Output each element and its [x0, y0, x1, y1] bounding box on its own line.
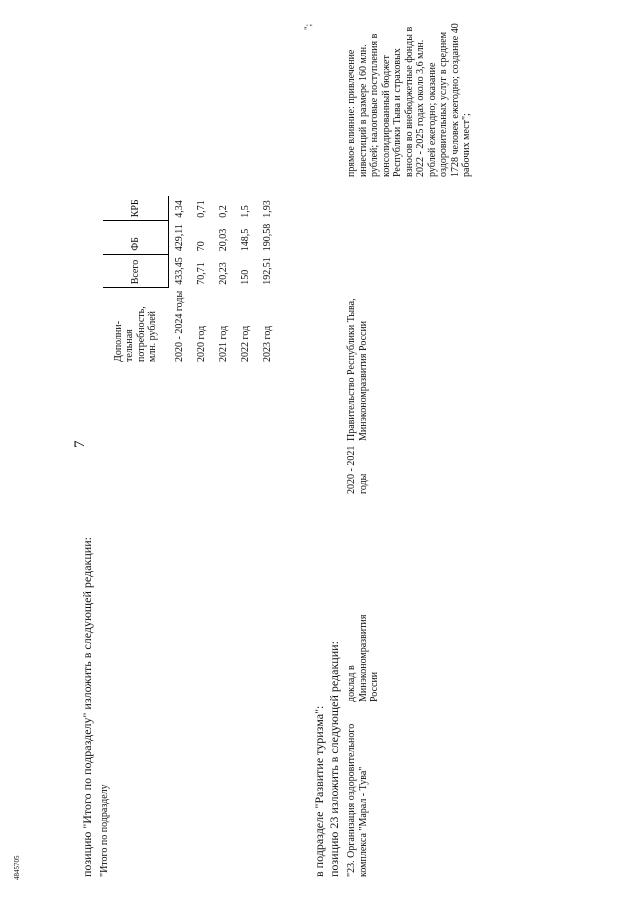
position-23-intro: позицию 23 изложить в следующей редакции:	[327, 641, 341, 877]
table-row	[213, 196, 235, 365]
row-fb: 20,03	[218, 228, 230, 252]
row-fb: 190,58	[262, 223, 274, 252]
summary-table-header-row	[103, 196, 169, 365]
row-total: 70,71	[196, 262, 208, 285]
row-period: 2023 год	[262, 325, 274, 362]
row-period: 2020 год	[196, 325, 208, 362]
row-total: 192,51	[262, 257, 274, 285]
header-fb: ФБ	[103, 221, 169, 255]
row-period: 2022 год	[240, 325, 252, 362]
itogo-intro-text: позицию "Итого по подразделу" изложить в следующей редакции:	[80, 537, 94, 877]
row-fb: 429,11	[174, 224, 186, 252]
summary-table	[103, 196, 279, 365]
position-document: доклад в Минэкономразвития России	[346, 614, 380, 702]
header-additional-need: Дополни-тельная потребность, млн. рублей	[103, 288, 169, 365]
document-id: 4845705	[13, 855, 21, 880]
row-krb: 1,93	[262, 200, 274, 218]
tourism-section-title: в подразделе "Развитие туризма":	[312, 705, 326, 877]
rotated-page-content	[82, 17, 582, 877]
header-total: Всего	[103, 254, 169, 288]
row-krb: 0,2	[218, 205, 230, 218]
row-period: 2020 - 2024 годы	[174, 290, 185, 362]
row-total: 433,45	[174, 257, 186, 285]
row-krb: 0,71	[196, 200, 208, 218]
row-fb: 148,5	[240, 228, 252, 252]
position-effect: прямое влияние: привлечение инвестиций в размере 160 млн. рублей; налоговые поступления в консолидированный бюджет Республики Тыва и страховых взносов во внебюджетные фонды в 2022 - 2025 годах около 3,6 млн. рублей ежегодно; оказание оздоровительных услуг в среднем 1728 человек ежегодно; создание 40 рабочих мест";	[346, 23, 472, 177]
header-krb: КРБ	[103, 196, 169, 220]
itogo-label: "Итого по подразделу	[99, 784, 110, 877]
closing-quote-mark: ";	[303, 23, 313, 30]
row-total: 150	[240, 269, 252, 285]
position-period: 2020 - 2021 годы	[346, 445, 369, 494]
row-period: 2021 год	[218, 325, 230, 362]
row-fb: 70	[196, 241, 208, 252]
table-row	[257, 196, 279, 365]
position-name: "23. Организация оздоровительного комплекса "Марал - Тува"	[346, 723, 369, 877]
position-responsible: Правительство Республики Тыва, Минэкономразвития России	[346, 298, 369, 441]
page-number: 7	[72, 440, 88, 448]
row-krb: 1,5	[240, 205, 252, 218]
row-krb: 4,34	[174, 200, 186, 218]
table-row	[235, 196, 257, 365]
row-total: 20,23	[218, 262, 230, 285]
table-row	[191, 196, 213, 365]
table-row	[169, 196, 192, 365]
